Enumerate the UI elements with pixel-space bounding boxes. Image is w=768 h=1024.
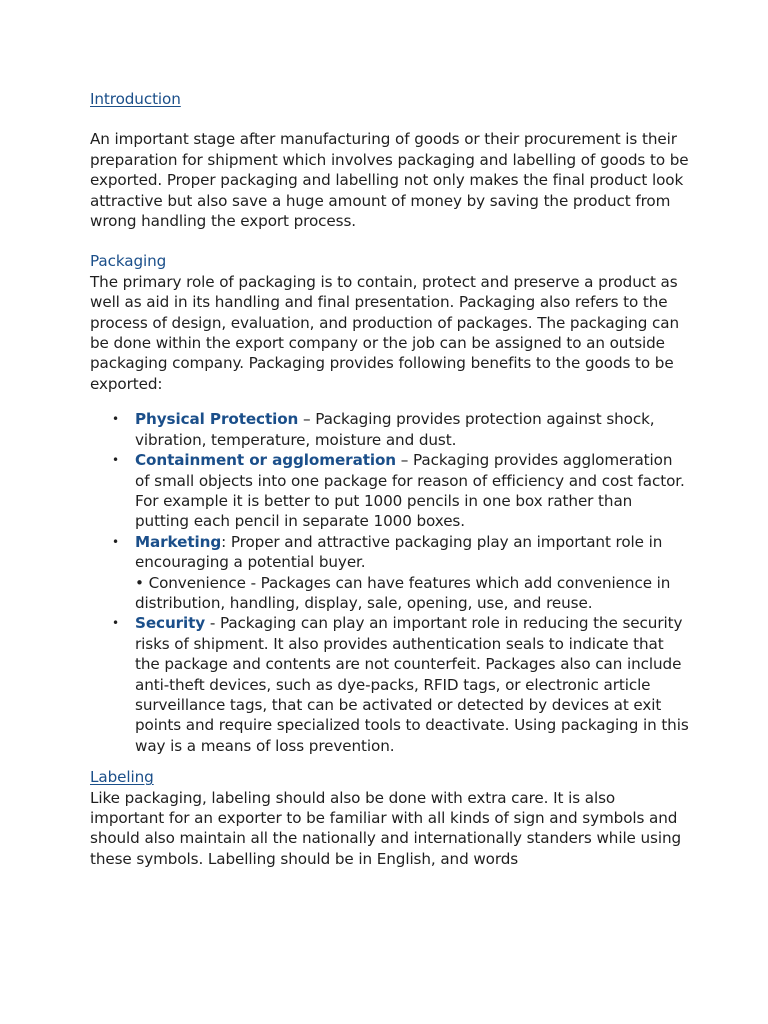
bullet-icon: • <box>112 453 119 468</box>
benefit-term: Marketing <box>135 532 222 551</box>
benefit-term: Security <box>135 614 206 633</box>
list-item <box>90 613 690 756</box>
list-item <box>90 409 690 450</box>
introduction-heading: Introduction <box>90 90 181 108</box>
bullet-icon: • <box>112 412 119 427</box>
benefit-text: – Packaging provides protection against shock, vibration, temperature, moisture and dust. <box>135 410 655 449</box>
list-item <box>90 450 690 532</box>
packaging-benefits-list <box>90 409 690 756</box>
labeling-paragraph: Like packaging, labeling should also be done with extra care. It is also important for an exporter to be familiar with all kinds of sign and symbols and should also maintain all the nationally and internationally standers while using these symbols. Labelling should be in English, and words <box>90 788 682 868</box>
document-page <box>90 89 690 869</box>
benefit-term: Physical Protection <box>135 410 299 429</box>
list-item <box>90 532 690 614</box>
packaging-heading: Packaging <box>90 252 167 271</box>
benefit-text: - Packaging can play an important role in reducing the security risks of shipment. It also provides authentication seals to indicate that the package and contents are not counterfeit. Packages also can include anti-theft devices, such as dye-packs, RFID tags, or electronic article surveillance tags, that can be activated or detected by devices at exit points and require specialized tools to deactivate. Using packaging in this way is a means of loss prevention. <box>135 614 689 755</box>
benefit-subtext: • Convenience - Packages can have features which add convenience in distribution, handling, display, sale, opening, use, and reuse. <box>135 573 671 612</box>
benefit-text: : Proper and attractive packaging play an important role in encouraging a potential buyer. <box>135 532 663 572</box>
bullet-icon: • <box>112 616 119 631</box>
benefit-text: – Packaging provides agglomeration of small objects into one package for reason of efficiency and cost factor. For example it is better to put 1000 pencils in one box rather than putting each pencil in separate 1000 boxes. <box>135 451 685 531</box>
labeling-heading: Labeling <box>90 768 154 787</box>
packaging-paragraph: The primary role of packaging is to contain, protect and preserve a product as well as aid in its handling and final presentation. Packaging also refers to the process of design, evaluation, and production of packages. The packaging can be done within the export company or the job can be assigned to an outside packaging company. Packaging provides following benefits to the goods to be exported: <box>90 272 680 393</box>
introduction-paragraph: An important stage after manufacturing of goods or their procurement is their preparation for shipment which involves packaging and labelling of goods to be exported. Proper packaging and labelling not only makes the final product look attractive but also save a huge amount of money by saving the product from wrong handling the export process. <box>90 130 689 231</box>
bullet-icon: • <box>112 534 119 549</box>
benefit-term: Containment or agglomeration <box>135 451 397 470</box>
